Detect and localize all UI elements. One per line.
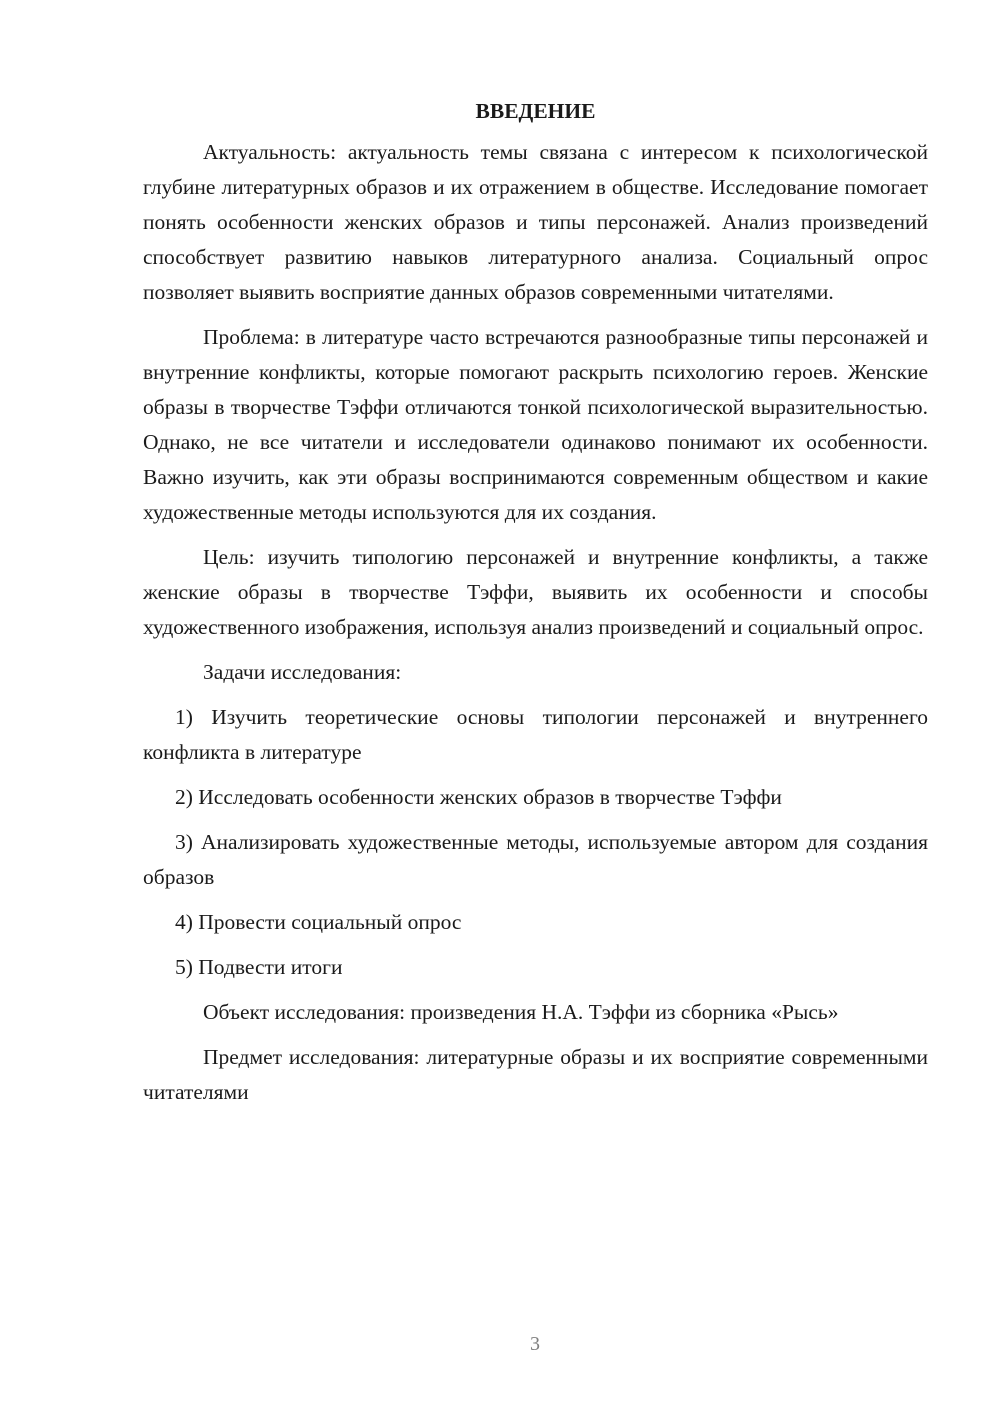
subject-paragraph: Предмет исследования: литературные образы и их восприятие современными читателями <box>143 1045 928 1104</box>
tasks-heading: Задачи исследования: <box>203 660 402 684</box>
document-page <box>143 96 928 1120</box>
tasks-list <box>143 700 928 985</box>
goal-paragraph: Цель: изучить типологию персонажей и внутренние конфликты, а также женские образы в творчестве Тэффи, выявить их особенности и способы художественного изображения, используя анализ произведений и социальный опрос. <box>143 545 928 639</box>
task-item-2: 2) Исследовать особенности женских образов в творчестве Тэффи <box>175 785 782 809</box>
task-item-1: 1) Изучить теоретические основы типологии персонажей и внутреннего конфликта в литературе <box>143 705 928 764</box>
problem-paragraph: Проблема: в литературе часто встречаются разнообразные типы персонажей и внутренние конфликты, которые помогают раскрыть психологию героев. Женские образы в творчестве Тэффи отличаются тонкой психологической выразительностью. Однако, не все читатели и исследователи одинаково понимают их особенности. Важно изучить, как эти образы воспринимаются современным обществом и какие художественные методы используются для их создания. <box>143 325 928 524</box>
object-paragraph: Объект исследования: произведения Н.А. Тэффи из сборника «Рысь» <box>203 1000 839 1024</box>
page-number: 3 <box>530 1333 540 1355</box>
relevance-paragraph: Актуальность: актуальность темы связана с интересом к психологической глубине литературных образов и их отражением в обществе. Исследование помогает понять особенности женских образов и типы персонажей. Анализ произведений способствует развитию навыков литературного анализа. Социальный опрос позволяет выявить восприятие данных образов современными читателями. <box>143 140 928 304</box>
page-title: ВВЕДЕНИЕ <box>475 99 596 123</box>
task-item-3: 3) Анализировать художественные методы, используемые автором для создания образов <box>143 830 928 889</box>
task-item-5: 5) Подвести итоги <box>175 955 343 979</box>
task-item-4: 4) Провести социальный опрос <box>175 910 462 934</box>
